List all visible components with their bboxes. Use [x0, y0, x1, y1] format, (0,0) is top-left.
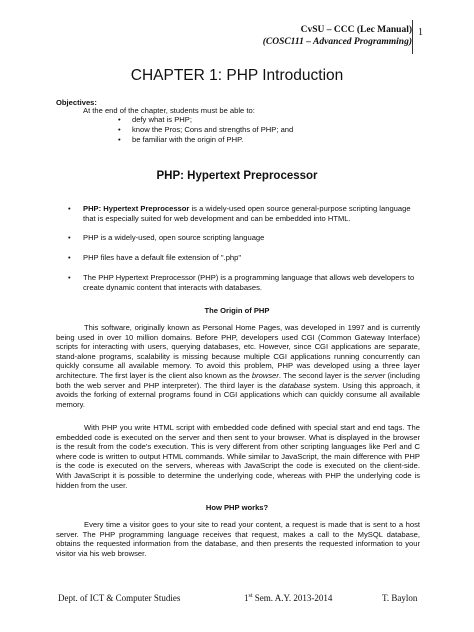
- sem-superscript: st: [248, 593, 253, 599]
- bullet-text: is a widely-used open source general-purpose scripting language that is especially suited for web development and can be embedded into HTML.: [83, 204, 411, 223]
- running-header: [263, 24, 412, 48]
- text-run: (including both the web server and PHP interpreter). The third layer is the: [56, 370, 420, 390]
- objective-item: • defy what is PHP;: [132, 115, 293, 125]
- footer-semester: [244, 593, 332, 603]
- footer-department: Dept. of ICT & Computer Studies: [58, 593, 181, 603]
- bullet-item: • PHP is a widely-used, open source scripting language: [83, 233, 425, 243]
- sem-number: 1: [244, 593, 249, 603]
- objective-item: • be familiar with the origin of PHP.: [132, 135, 293, 145]
- bullet-bold-term: PHP: Hypertext Preprocessor: [83, 204, 190, 213]
- objectives-heading: Objectives:: [56, 98, 97, 107]
- bullet-item: • PHP files have a default file extension of ".php": [83, 253, 425, 263]
- objective-item: • know the Pros; Cons and strengths of PHP; and: [132, 125, 293, 135]
- header-subject-line: (COSC111 – Advanced Programming): [262, 37, 412, 47]
- objectives-list: [132, 115, 293, 145]
- bullet-list: [83, 204, 425, 223]
- how-paragraph: Every time a visitor goes to your site to read your content, a request is made that is sent to a host server. The PHP programming language receives that request, makes a call to the MySQL database, obtains the requested information from the database, and then presents the requested information to your visitor via his web browser.: [56, 520, 420, 558]
- origin-heading: The Origin of PHP: [204, 306, 270, 315]
- header-divider: [412, 20, 413, 54]
- bullet-list: [83, 233, 425, 243]
- text-run: . The second layer is the: [278, 370, 365, 380]
- footer-author: T. Baylon: [382, 593, 418, 603]
- sem-text: Sem. A.Y. 2013-2014: [252, 593, 333, 603]
- chapter-title: CHAPTER 1: PHP Introduction: [130, 67, 344, 84]
- section-title: PHP: Hypertext Preprocessor: [156, 170, 318, 182]
- bullet-item: [83, 204, 425, 223]
- how-heading: How PHP works?: [205, 503, 269, 512]
- objectives-intro: At the end of the chapter, students must be able to:: [83, 106, 255, 115]
- text-run: system. Using this approach, it avoids the forking of external programs found in CGI applications which can quickly consume all available memory.: [56, 380, 421, 409]
- italic-term: browser: [251, 370, 279, 380]
- bullet-list: [83, 253, 425, 263]
- page-number: 1: [418, 27, 423, 38]
- origin-paragraph-2: With PHP you write HTML script with embedded code defined with special start and end tags. The embedded code is executed on the server and then sent to your browser. What is displayed in the browser is the result from the code's execution. This is very different from other scripting languages like Perl and C where code is written to output HTML commands. While similar to JavaScript, the main difference with PHP is the code is executed on the servers, whereas with JavaScript the code is executed on the client-side. With JavaScript it is possible to determine the underlying code, whereas with PHP the underlying code is hidden from the user.: [56, 423, 420, 490]
- bullet-item: • The PHP Hypertext Preprocessor (PHP) is a programming language that allows web developers to create dynamic content that interacts with databases.: [83, 273, 425, 292]
- italic-term: server: [364, 370, 386, 380]
- header-course-line: CvSU – CCC (Lec Manual): [300, 25, 412, 35]
- text-run: This software, originally known as Personal Home Pages, was developed in 1997 and is currently being used in over 10 million domains. Before PHP, developers used CGI (Common Gateway Interface) scripts for interacting with users, querying databases, etc. However, since CGI applications are separate, stand-alone programs, scalability is missing because multiple CGI applications running concurrently can quickly consume all available memory. To avoid this problem, PHP was developed using a three layer architecture. The first layer is the client also known as the: [56, 323, 420, 380]
- italic-term: database: [279, 380, 311, 390]
- bullet-list: [83, 273, 425, 292]
- origin-paragraph-1: [56, 323, 420, 409]
